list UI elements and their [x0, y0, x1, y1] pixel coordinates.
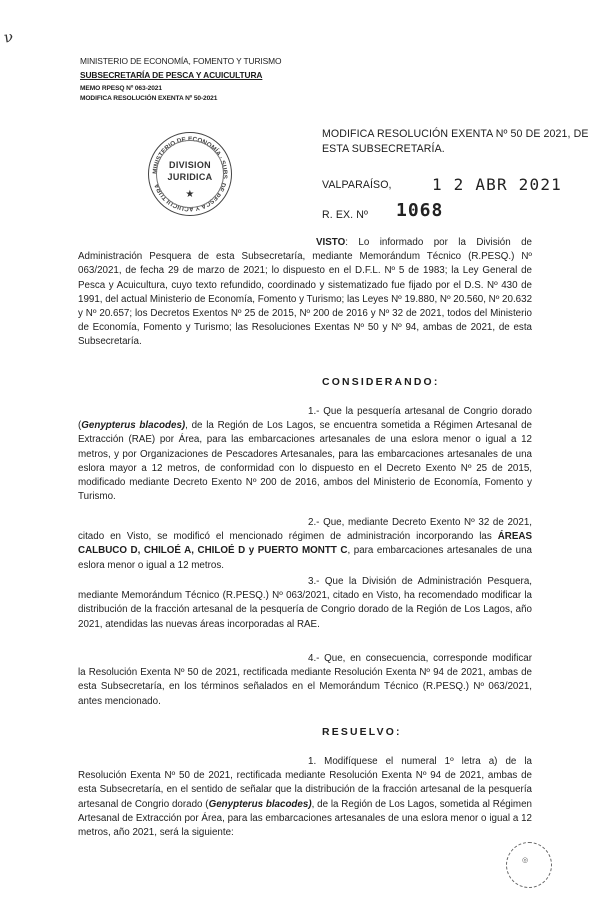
visto-label: VISTO	[316, 237, 346, 248]
species-name: Genypterus blacodes)	[81, 420, 186, 432]
ministry-name: MINISTERIO DE ECONOMÍA, FOMENTO Y TURISMO	[80, 56, 282, 66]
city: VALPARAÍSO,	[322, 179, 392, 191]
rex-number: 1068	[396, 200, 444, 221]
considerando-4	[78, 652, 532, 709]
handwritten-mark: ν	[2, 27, 15, 47]
resuelvo-1-text-a: 1. Modifíquese el numeral 1º letra a) de la Resolución Exenta Nº 50 de 2021, rectificada mediante Resolución Exenta Nº 94 de 2021, ambas de esta Subsecretaría, en el sentido de señalar que la distribución de la fracción artesanal de la pesquería artesanal de Congrio dorado (	[78, 756, 532, 810]
considerando-1-text-a: 1.- Que la pesquería artesanal de Congrio dorado (	[78, 406, 532, 432]
considerando-2	[78, 516, 532, 573]
seal-line-1: DIVISION	[169, 160, 211, 170]
modifica-reference: MODIFICA RESOLUCIÓN EXENTA Nº 50-2021	[80, 95, 218, 102]
seal-line-2: JURIDICA	[167, 172, 213, 182]
visto-paragraph	[78, 236, 532, 350]
considerando-heading: CONSIDERANDO:	[322, 377, 440, 388]
considerando-2-text-b: , para embarcaciones artesanales de una eslora menor o igual a 12 metros.	[78, 545, 532, 571]
considerando-2-text-a: 2.- Que, mediante Decreto Exento Nº 32 de 2021, citado en Visto, se modificó el mencionado régimen de administración incorporando las	[78, 517, 532, 543]
considerando-3-text: 3.- Que la División de Administración Pesquera, mediante Memorándum Técnico (R.PESQ.) Nº 063/2021, citado en Visto, ha recomendado modificar la distribución de la fracción artesanal de la pesquería de Congrio dorado de la Región de Los Lagos, año 2021, atendidas las nuevas áreas incorporadas al RAE.	[78, 576, 532, 630]
considerando-3	[78, 575, 532, 632]
seal-arc-text: MINISTERIO DE ECONOMÍA · SUBS. DE PESCA Y ACUICULTURA	[151, 135, 229, 213]
areas-list: ÁREAS CALBUCO D, CHILOÉ A, CHILOÉ D y PUERTO MONTT C	[78, 531, 532, 557]
subsecretaria-name: SUBSECRETARÍA DE PESCA Y ACUICULTURA	[80, 70, 263, 80]
considerando-4-text: 4.- Que, en consecuencia, corresponde modificar la Resolución Exenta Nº 50 de 2021, rectificada mediante Resolución Exenta Nº 94 de 2021, ambas de esta Subsecretaría, en los términos señalados en el Memorándum Técnico (R.PESQ.) Nº 063/2021, antes mencionado.	[78, 653, 532, 707]
species-name-2: Genypterus blacodes)	[208, 798, 312, 810]
considerando-1-text-b: , de la Región de Los Lagos, se encuentra sometida a Régimen Artesanal de Extracción (RAE) por Área, para las embarcaciones artesanales de una eslora menor o igual a 12 metros, y por Organizaciones de Pescadores Artesanales, para las embarcaciones artesanales de una eslora mayor a 12 metros, de conformidad con lo dispuesto en el Decreto Exento Nº 25 de 2015, modificado mediante Decreto Exento Nº 200 de 2016, ambos del Ministerio de Economía, Fomento y Turismo.	[78, 420, 532, 503]
title-line-2: ESTA SUBSECRETARÍA.	[322, 143, 445, 155]
resuelvo-1-text-b: , de la Región de Los Lagos, sometida al Régimen Artesanal de Extracción por Área, para las embarcaciones artesanales de una eslora menor o igual a 12 metros, año 2021, será la siguiente:	[78, 798, 532, 839]
division-juridica-seal	[148, 132, 232, 216]
date-stamp: 1 2 ABR 2021	[432, 175, 562, 194]
resuelvo-1	[78, 755, 532, 840]
memo-reference: MEMO RPESQ Nº 063-2021	[80, 85, 162, 92]
visto-text: : Lo informado por la División de Administración Pesquera de esta Subsecretaría, mediante Memorándum Técnico (R.PESQ.) Nº 063/2021, de fecha 29 de marzo de 2021; lo dispuesto en el D.F.L. Nº 5 de 1983; la Ley General de Pesca y Acuicultura, cuyo texto refundido, coordinado y sistematizado fue fijado por el D.S. Nº 430 de 1991, del actual Ministerio de Economía, Fomento y Turismo; las Leyes Nº 19.880, Nº 20.560, Nº 20.632 y Nº 20.657; los Decretos Exentos Nº 25 de 2015, Nº 200 de 2016 y Nº 32 de 2021, todos del Ministerio de Economía, Fomento y Turismo; las Resoluciones Exentas Nº 50 y Nº 94, ambas de 2021, de esta Subsecretaría.	[78, 237, 533, 348]
star-icon: ★	[185, 189, 195, 200]
page-stamp: ◎	[506, 842, 552, 888]
resuelvo-heading: RESUELVO:	[322, 727, 402, 738]
rex-label: R. EX. Nº	[322, 209, 368, 221]
considerando-1	[78, 405, 532, 504]
title-line-1: MODIFICA RESOLUCIÓN EXENTA Nº 50 DE 2021, DE	[322, 128, 589, 140]
